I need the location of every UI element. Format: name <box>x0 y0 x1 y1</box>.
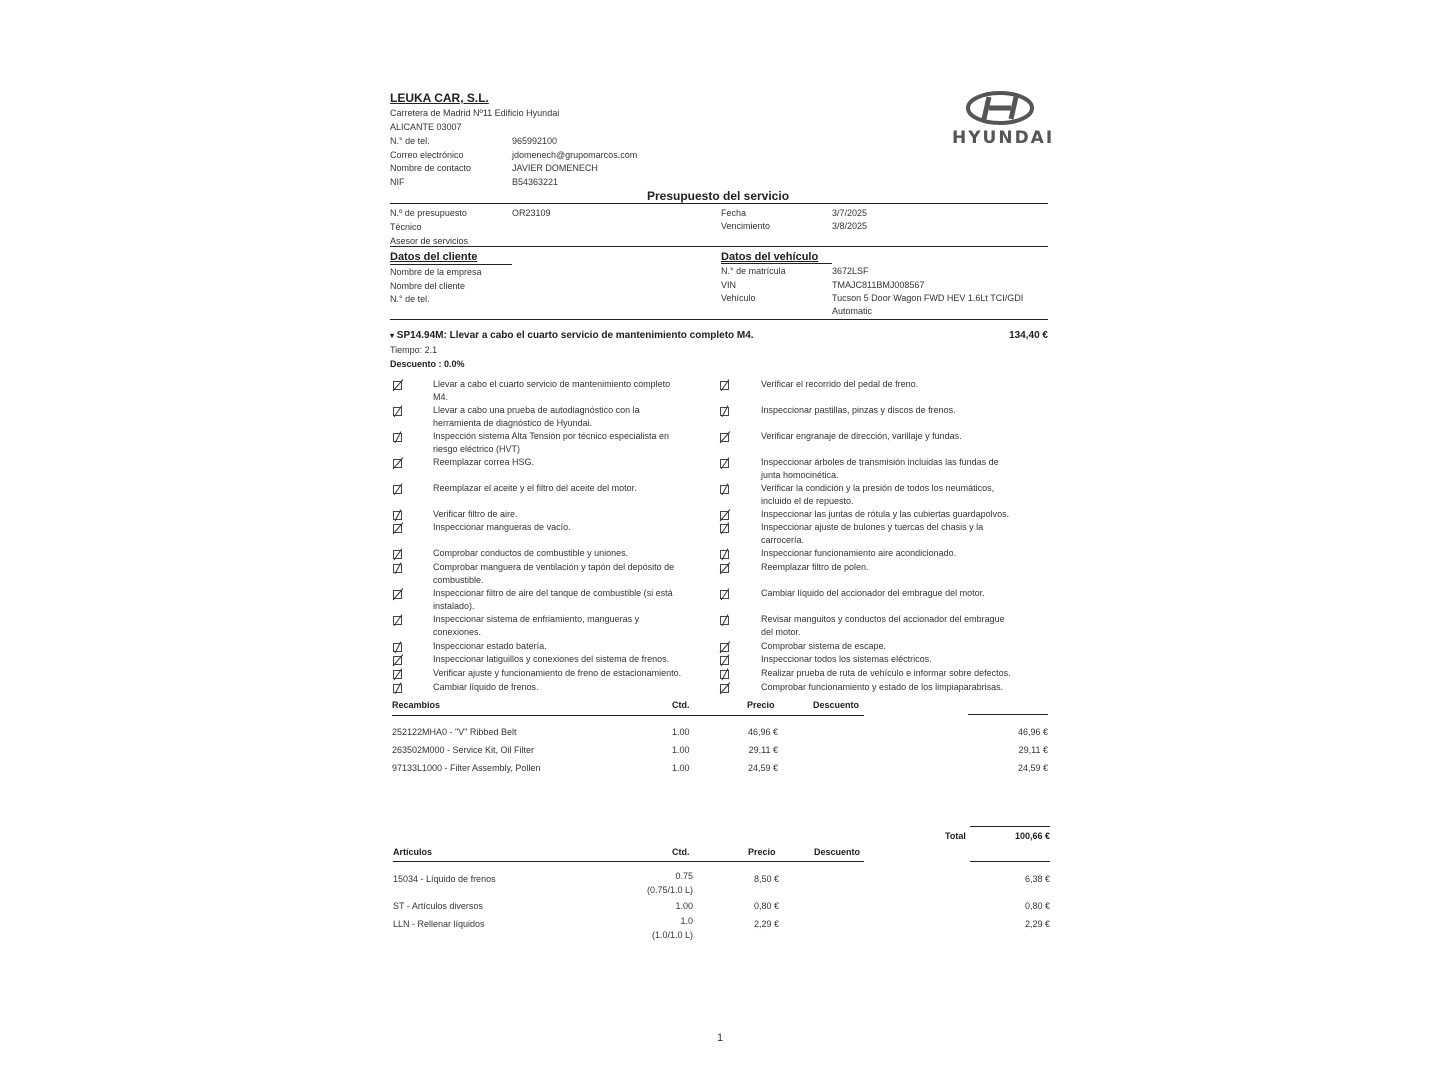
task-checkbox-icon[interactable] <box>719 483 730 494</box>
client-section-title: Datos del cliente <box>390 251 478 263</box>
task-item-left <box>433 404 708 430</box>
task-item-right <box>761 456 1036 482</box>
task-text-line: Inspeccionar latiguillos y conexiones del sistema de frenos. <box>433 654 670 664</box>
company-name: LEUKA CAR, S.L. <box>390 91 489 105</box>
task-text-line: Inspeccionar todos los sistemas eléctricos. <box>761 654 932 664</box>
task-text-line: conexiones. <box>433 627 482 637</box>
task-text-line: Verificar filtro de aire. <box>433 509 518 519</box>
task-item-left <box>433 640 708 653</box>
task-item-left <box>433 482 708 495</box>
task-checkbox-icon[interactable] <box>392 548 403 559</box>
part-price: 24,59 € <box>747 763 778 773</box>
vehicle-section-title: Datos del vehículo <box>721 251 819 263</box>
task-text-line: Reemplazar filtro de polen. <box>761 562 869 572</box>
task-text-line: Inspeccionar pastillas, pinzas y discos de frenos. <box>761 405 956 415</box>
task-text-line: instalado). <box>433 601 475 611</box>
divider <box>970 861 1050 862</box>
company-phone: 965992100 <box>512 136 558 146</box>
total-value: 100,66 € <box>1014 831 1050 841</box>
total-label: Total <box>945 831 966 841</box>
vehicle-field-label: N.° de matrícula <box>721 266 786 276</box>
task-item-right <box>761 587 1036 600</box>
task-item-right <box>761 653 1036 666</box>
divider <box>390 319 1048 320</box>
budget-expiry: 3/8/2025 <box>832 221 868 231</box>
task-item-left <box>433 521 708 534</box>
budget-label: Asesor de servicios <box>390 236 469 246</box>
article-total: 2,29 € <box>1024 919 1050 929</box>
parts-header-discount: Descuento <box>813 700 860 710</box>
task-checkbox-icon[interactable] <box>719 654 730 665</box>
task-text-line: Comprobar funcionamiento y estado de los limpiaparabrisas. <box>761 682 1004 692</box>
article-qty: 1.0 <box>680 916 693 926</box>
part-name: 263502M000 - Service Kit, Oil Filter <box>392 745 535 755</box>
task-item-right <box>761 482 1036 508</box>
divider <box>393 861 864 862</box>
part-total: 29,11 € <box>1018 745 1048 755</box>
client-field-label: Nombre del cliente <box>390 281 466 291</box>
task-text-line: riesgo eléctrico (HVT) <box>433 444 521 454</box>
divider <box>970 826 1050 827</box>
task-text-line: Reemplazar correa HSG. <box>433 457 535 467</box>
article-price: 0,80 € <box>753 901 779 911</box>
task-text-line: Inspección sistema Alta Tensión por técnico especialista en <box>433 431 669 441</box>
task-item-left <box>433 456 708 469</box>
task-item-left <box>433 587 708 613</box>
divider <box>968 714 1048 715</box>
part-price: 29,11 € <box>748 745 778 755</box>
task-text-line: Cambiar líquido del accionador del embrague del motor. <box>761 588 985 598</box>
task-checkbox-icon[interactable] <box>392 509 403 520</box>
part-qty: 1.00 <box>672 745 690 755</box>
client-field-label: Nombre de la empresa <box>390 267 482 277</box>
task-checkbox-icon[interactable] <box>392 614 403 625</box>
part-name: 97133L1000 - Filter Assembly, Pollen <box>392 763 541 773</box>
task-checkbox-icon[interactable] <box>719 457 730 468</box>
service-time: Tiempo: 2.1 <box>390 345 438 355</box>
vehicle-transmission: Automatic <box>832 306 873 316</box>
vehicle-plate: 3672LSF <box>832 266 869 276</box>
task-text-line: Llevar a cabo una prueba de autodiagnóstico con la <box>433 405 640 415</box>
divider <box>390 264 512 265</box>
task-checkbox-icon[interactable] <box>719 614 730 625</box>
task-checkbox-icon[interactable] <box>392 405 403 416</box>
task-checkbox-icon[interactable] <box>392 654 403 665</box>
task-text-line: Inspeccionar sistema de enfriamiento, mangueras y <box>433 614 640 624</box>
budget-label: Vencimiento <box>721 221 771 231</box>
divider <box>392 715 864 716</box>
article-price: 2,29 € <box>753 919 779 929</box>
task-checkbox-icon[interactable] <box>392 457 403 468</box>
task-item-right <box>761 681 1036 694</box>
company-address-line2: ALICANTE 03007 <box>390 122 462 132</box>
task-item-left <box>433 667 708 680</box>
task-checkbox-icon[interactable] <box>719 682 730 693</box>
task-item-right <box>761 404 1036 417</box>
article-qty-detail: (0.75/1.0 L) <box>646 885 693 895</box>
task-checkbox-icon[interactable] <box>719 522 730 533</box>
task-text-line: Inspeccionar las juntas de rótula y las cubiertas guardapolvos. <box>761 509 1010 519</box>
company-field-label: Nombre de contacto <box>390 163 472 173</box>
article-name: 15034 - Líquido de frenos <box>393 874 496 884</box>
task-text-line: carrocería. <box>761 535 805 545</box>
budget-label: Fecha <box>721 208 747 218</box>
task-item-right <box>761 547 1036 560</box>
parts-header-price: Precio <box>747 700 775 710</box>
task-checkbox-icon[interactable] <box>719 668 730 679</box>
hyundai-logo <box>952 90 1055 148</box>
service-title: SP14.94M: Llevar a cabo el cuarto servicio de mantenimiento completo M4. <box>396 330 754 341</box>
task-text-line: Reemplazar el aceite y el filtro del aceite del motor. <box>433 483 637 493</box>
company-field-label: N.° de tel. <box>390 136 430 146</box>
articles-header-discount: Descuento <box>814 847 861 857</box>
part-qty: 1.00 <box>672 763 690 773</box>
task-checkbox-icon[interactable] <box>392 668 403 679</box>
budget-label: Técnico <box>390 222 422 232</box>
part-name: 252122MHA0 - "V" Ribbed Belt <box>392 727 517 737</box>
task-text-line: Comprobar sistema de escape. <box>761 641 887 651</box>
article-price: 8,50 € <box>753 874 779 884</box>
task-checkbox-icon[interactable] <box>392 379 403 390</box>
budget-label: N.º de presupuesto <box>390 208 467 218</box>
page-number: 1 <box>716 1032 724 1044</box>
parts-header-qty: Ctd. <box>672 700 690 710</box>
task-text-line: Inspeccionar árboles de transmisión incluidas las fundas de <box>761 457 999 467</box>
budget-number: OR23109 <box>512 208 551 218</box>
articles-header-price: Precio <box>748 847 776 857</box>
task-text-line: Inspeccionar ajuste de bulones y tuercas del chasis y la <box>761 522 984 532</box>
task-text-line: Llevar a cabo el cuarto servicio de mantenimiento completo <box>433 379 671 389</box>
task-text-line: herramienta de diagnóstico de Hyundai. <box>433 418 593 428</box>
task-text-line: Revisar manguitos y conductos del accionador del embrague <box>761 614 1005 624</box>
articles-header-qty: Ctd. <box>672 847 690 857</box>
article-name: LLN - Rellenar líquidos <box>393 919 485 929</box>
task-item-right <box>761 561 1036 574</box>
articles-header-name: Artículos <box>393 847 433 857</box>
parts-header-name: Recambios <box>392 700 441 710</box>
task-text-line: Verificar la condición y la presión de todos los neumáticos, <box>761 483 995 493</box>
task-checkbox-icon[interactable] <box>392 588 403 599</box>
task-text-line: Verificar engranaje de dirección, varillaje y fundas. <box>761 431 962 441</box>
task-item-right <box>761 430 1036 443</box>
task-item-left <box>433 547 708 560</box>
company-field-label: Correo electrónico <box>390 150 464 160</box>
article-name: ST - Artículos diversos <box>393 901 483 911</box>
task-item-right <box>761 667 1036 680</box>
task-checkbox-icon[interactable] <box>392 522 403 533</box>
task-checkbox-icon[interactable] <box>719 509 730 520</box>
service-discount: Descuento : 0.0% <box>390 359 465 369</box>
task-checkbox-icon[interactable] <box>719 379 730 390</box>
company-field-label: NIF <box>390 177 405 187</box>
service-price: 134,40 € <box>1009 330 1048 341</box>
service-header[interactable] <box>390 330 754 341</box>
article-qty-detail: (1.0/1.0 L) <box>651 930 693 940</box>
task-item-left <box>433 681 708 694</box>
task-item-left <box>433 561 708 587</box>
budget-date: 3/7/2025 <box>832 208 868 218</box>
hyundai-wordmark: HYUNDAI <box>952 128 1055 148</box>
task-checkbox-icon[interactable] <box>719 431 730 442</box>
task-checkbox-icon[interactable] <box>392 562 403 573</box>
task-checkbox-icon[interactable] <box>719 588 730 599</box>
task-text-line: Verificar ajuste y funcionamiento de freno de estacionamiento. <box>433 668 682 678</box>
task-item-right <box>761 508 1036 521</box>
task-text-line: Inspeccionar filtro de aire del tanque de combustible (si está <box>433 588 673 598</box>
company-contact: JAVIER DOMENECH <box>512 163 598 173</box>
task-item-right <box>761 640 1036 653</box>
hyundai-emblem-icon <box>965 90 1035 126</box>
task-item-right <box>761 378 1036 391</box>
task-text-line: M4. <box>433 392 449 402</box>
vehicle-vin: TMAJC811BMJ008567 <box>832 280 925 290</box>
task-checkbox-icon[interactable] <box>392 641 403 652</box>
task-text-line: Comprobar manguera de ventilación y tapón del depósito de <box>433 562 675 572</box>
task-text-line: Realizar prueba de ruta de vehículo e informar sobre defectos. <box>761 668 1011 678</box>
article-qty: 0.75 <box>675 871 693 881</box>
task-item-left <box>433 508 708 521</box>
company-nif: B54363221 <box>512 177 559 187</box>
part-total: 46,96 € <box>1017 727 1048 737</box>
divider <box>390 246 1048 247</box>
divider <box>390 203 1048 204</box>
company-email: jdomenech@grupomarcos.com <box>512 150 638 160</box>
task-text-line: Cambiar líquido de frenos. <box>433 682 539 692</box>
divider <box>721 263 832 264</box>
part-total: 24,59 € <box>1017 763 1048 773</box>
task-item-right <box>761 521 1036 547</box>
task-checkbox-icon[interactable] <box>719 641 730 652</box>
task-text-line: Verificar el recorrido del pedal de freno. <box>761 379 919 389</box>
task-text-line: incluido el de repuesto. <box>761 496 854 506</box>
task-text-line: Comprobar conductos de combustible y uniones. <box>433 548 629 558</box>
task-text-line: Inspeccionar estado batería. <box>433 641 547 651</box>
task-item-left <box>433 653 708 666</box>
task-checkbox-icon[interactable] <box>392 483 403 494</box>
task-text-line: junta homocinética. <box>761 470 839 480</box>
article-qty: 1.00 <box>675 901 693 911</box>
task-checkbox-icon[interactable] <box>719 562 730 573</box>
vehicle-model: Tucson 5 Door Wagon FWD HEV 1.6Lt TCI/GDI <box>832 293 1024 303</box>
vehicle-field-label: Vehículo <box>721 293 756 303</box>
article-total: 0,80 € <box>1024 901 1050 911</box>
task-item-left <box>433 430 708 456</box>
document-title: Presupuesto del servicio <box>646 189 790 203</box>
task-item-left <box>433 378 708 404</box>
client-field-label: N.° de tel. <box>390 294 430 304</box>
task-item-left <box>433 613 708 639</box>
task-text-line: del motor. <box>761 627 801 637</box>
company-address-line1: Carretera de Madrid Nº11 Edificio Hyundai <box>390 108 560 118</box>
article-total: 6,38 € <box>1024 874 1050 884</box>
task-text-line: Inspeccionar funcionamiento aire acondicionado. <box>761 548 957 558</box>
vehicle-field-label: VIN <box>721 280 737 290</box>
task-checkbox-icon[interactable] <box>719 405 730 416</box>
task-text-line: combustible. <box>433 575 484 585</box>
task-checkbox-icon[interactable] <box>719 548 730 559</box>
task-checkbox-icon[interactable] <box>392 682 403 693</box>
collapse-arrow-icon[interactable]: ▾ <box>390 331 395 340</box>
task-text-line: Inspeccionar mangueras de vacío. <box>433 522 571 532</box>
part-qty: 1.00 <box>672 727 690 737</box>
part-price: 46,96 € <box>747 727 778 737</box>
task-checkbox-icon[interactable] <box>392 431 403 442</box>
task-item-right <box>761 613 1036 639</box>
